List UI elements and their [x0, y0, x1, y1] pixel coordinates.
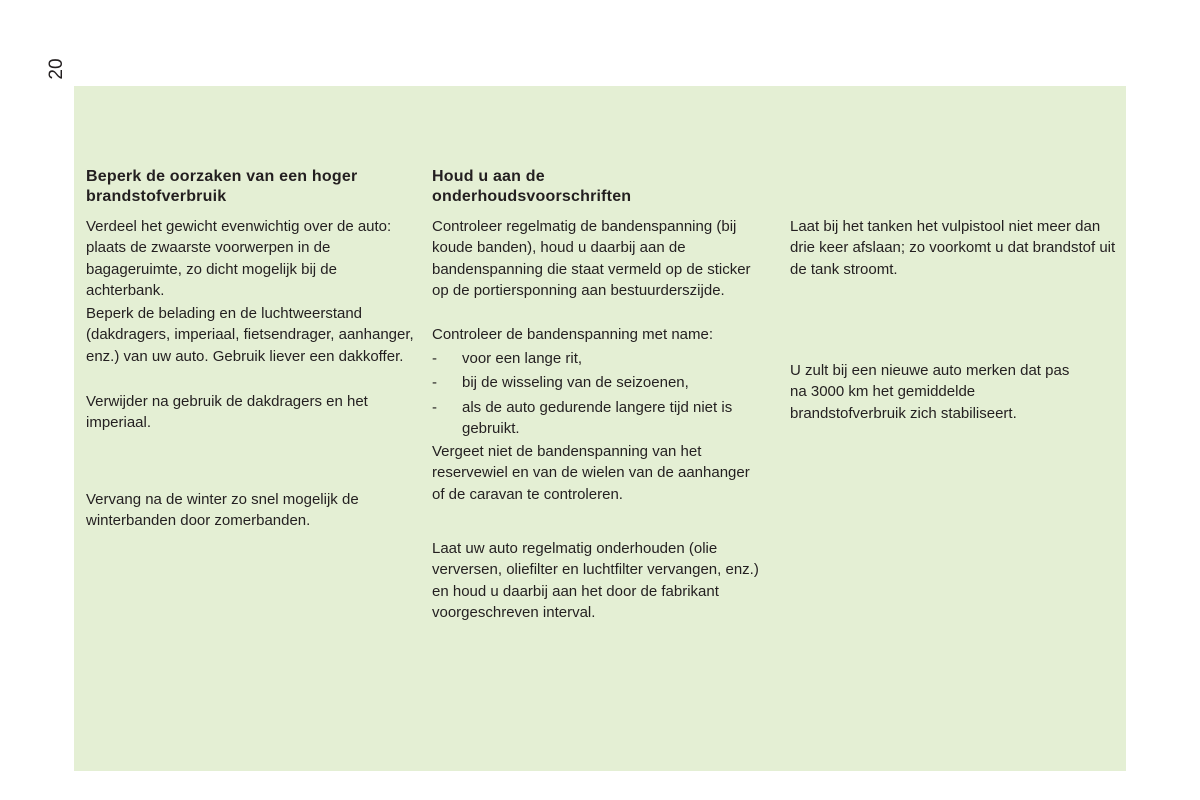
page-number: 20 [46, 58, 67, 80]
bullet-dash: - [432, 398, 437, 416]
paragraph-load-air-resistance: Beperk de belading en de luchtweerstand (dakdragers, imperiaal, fietsendrager, aanhanger, enz.) van uw auto. Gebruik liever een dakkoffer. [86, 305, 414, 365]
list-item [432, 397, 772, 440]
paragraph-remove-roof-racks: Verwijder na gebruik de dakdragers en het imperiaal. [86, 393, 368, 432]
paragraph-regular-service: Laat uw auto regelmatig onderhouden (olie verversen, oliefilter en luchtfilter vervangen, enz.) en houd u daarbij aan het door de fabrikant voorgeschreven interval. [432, 540, 759, 621]
paragraph-spare-wheel: Vergeet niet de bandenspanning van het reservewiel en van de wielen van de aanhanger of de caravan te controleren. [432, 443, 750, 503]
heading-maintenance: Houd u aan de onderhoudsvoorschriften [432, 168, 632, 205]
bullet-dash: - [432, 350, 437, 367]
paragraph-weight-distribution: Verdeel het gewicht evenwichtig over de auto: plaats de zwaarste voorwerpen in de bagageruimte, zo dicht mogelijk bij de achterbank. [86, 218, 392, 299]
paragraph-refuelling: Laat bij het tanken het vulpistool niet meer dan drie keer afslaan; zo voorkomt u dat brandstof uit de tank stroomt. [790, 218, 1116, 278]
paragraph-check-tyre-pressure: Controleer de bandenspanning met name: [432, 326, 714, 343]
paragraph-tyre-pressure: Controleer regelmatig de bandenspanning (bij koude banden), houd u daarbij aan de bandenspanning die staat vermeld op de sticker op de portiersponning aan bestuurderszijde. [432, 218, 751, 299]
heading-fuel-consumption: Beperk de oorzaken van een hoger brandstofverbruik [86, 168, 358, 205]
list-item [432, 348, 772, 369]
list-item-text: voor een lange rit, [462, 350, 583, 367]
list-item-text: als de auto gedurende langere tijd niet is gebruikt. [462, 398, 733, 437]
list-item-text: bij de wisseling van de seizoenen, [462, 374, 689, 392]
list-item [432, 372, 772, 393]
paragraph-new-car-consumption: U zult bij een nieuwe auto merken dat pas na 3000 km het gemiddelde brandstofverbruik zich stabiliseert. [790, 362, 1070, 422]
tyre-check-list [432, 348, 772, 439]
paragraph-winter-tyres: Vervang na de winter zo snel mogelijk de winterbanden door zomerbanden. [86, 491, 359, 530]
bullet-dash: - [432, 374, 437, 392]
